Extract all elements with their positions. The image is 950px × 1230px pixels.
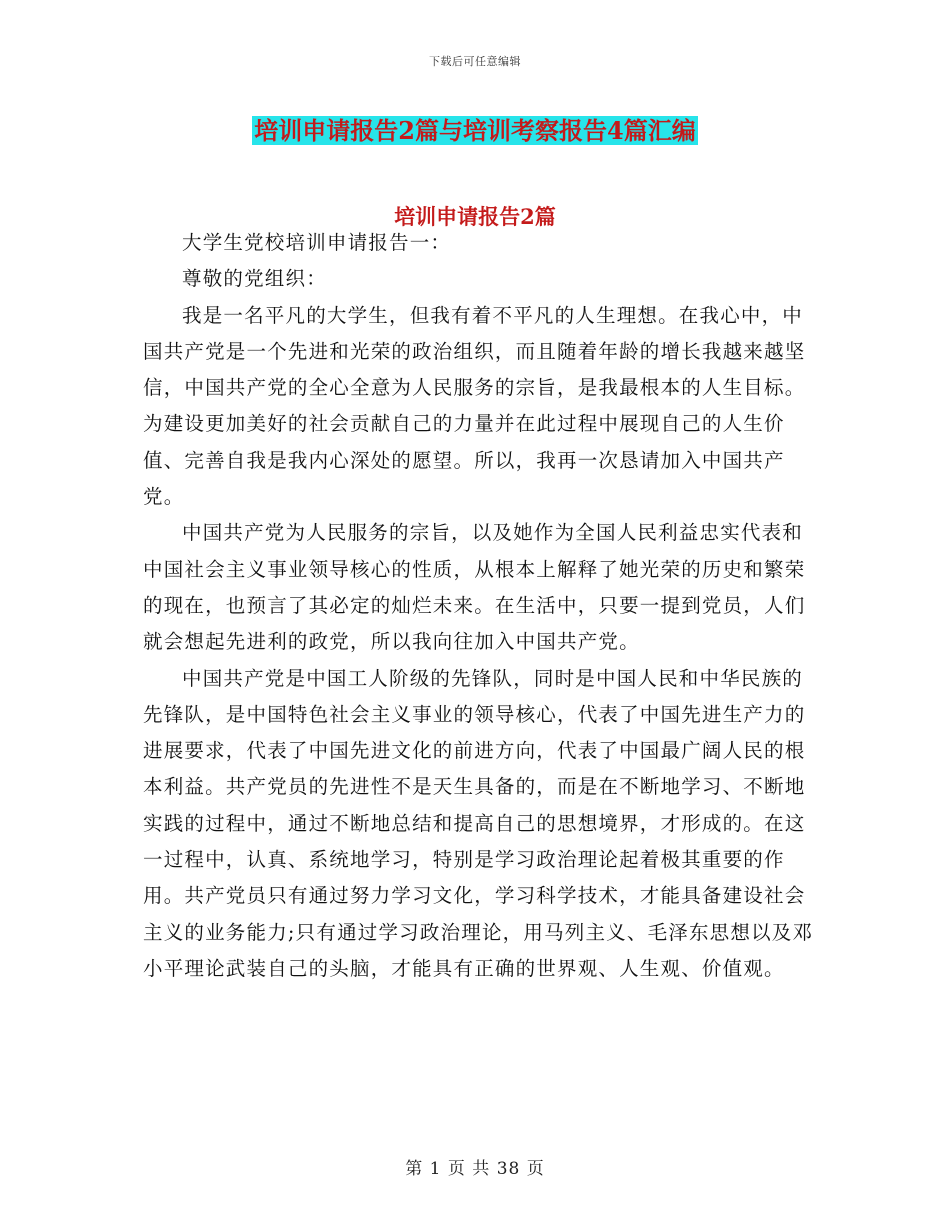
document-title-text: 培训申请报告2篇与培训考察报告4篇汇编 [254, 116, 696, 145]
document-body [143, 225, 815, 987]
page-footer: 第 1 页 共 38 页 [405, 1159, 545, 1179]
header-note: 下载后可任意编辑 [429, 55, 521, 68]
paragraph: 中国共产党为人民服务的宗旨，以及她作为全国人民利益忠实代表和中国社会主义事业领导核心的性质，从根本上解释了她光荣的历史和繁荣的现在，也预言了其必定的灿烂未来。在生活中，只要一提到党员，人们就会想起先进利的政党，所以我向往加入中国共产党。 [143, 521, 806, 654]
section-title: 培训申请报告2篇 [394, 204, 556, 229]
paragraph: 尊敬的党组织： [182, 267, 327, 291]
paragraph: 中国共产党是中国工人阶级的先锋队，同时是中国人民和中华民族的先锋队，是中国特色社会主义事业的领导核心，代表了中国先进生产力的进展要求，代表了中国先进文化的前进方向，代表了中国最广阔人民的根本利益。共产党员的先进性不是天生具备的，而是在不断地学习、不断地实践的过程中，通过不断地总结和提高自己的思想境界，才形成的。在这一过程中，认真、系统地学习，特别是学习政治理论起着极其重要的作用。共产党员只有通过努力学习文化，学习科学技术，才能具备建设社会主义的业务能力;只有通过学习政治理论，用马列主义、毛泽东思想以及邓小平理论武装自己的头脑，才能具有正确的世界观、人生观、价值观。 [143, 666, 814, 980]
document-title [0, 116, 950, 146]
paragraph: 大学生党校培训申请报告一： [182, 231, 452, 254]
paragraph: 我是一名平凡的大学生，但我有着不平凡的人生理想。在我心中，中国共产党是一个先进和光荣的政治组织，而且随着年龄的增长我越来越坚信，中国共产党的全心全意为人民服务的宗旨，是我最根本的人生目标。为建设更加美好的社会贡献自己的力量并在此过程中展现自己的人生价值、完善自我是我内心深处的愿望。所以，我再一次恳请加入中国共产党。 [143, 303, 806, 509]
